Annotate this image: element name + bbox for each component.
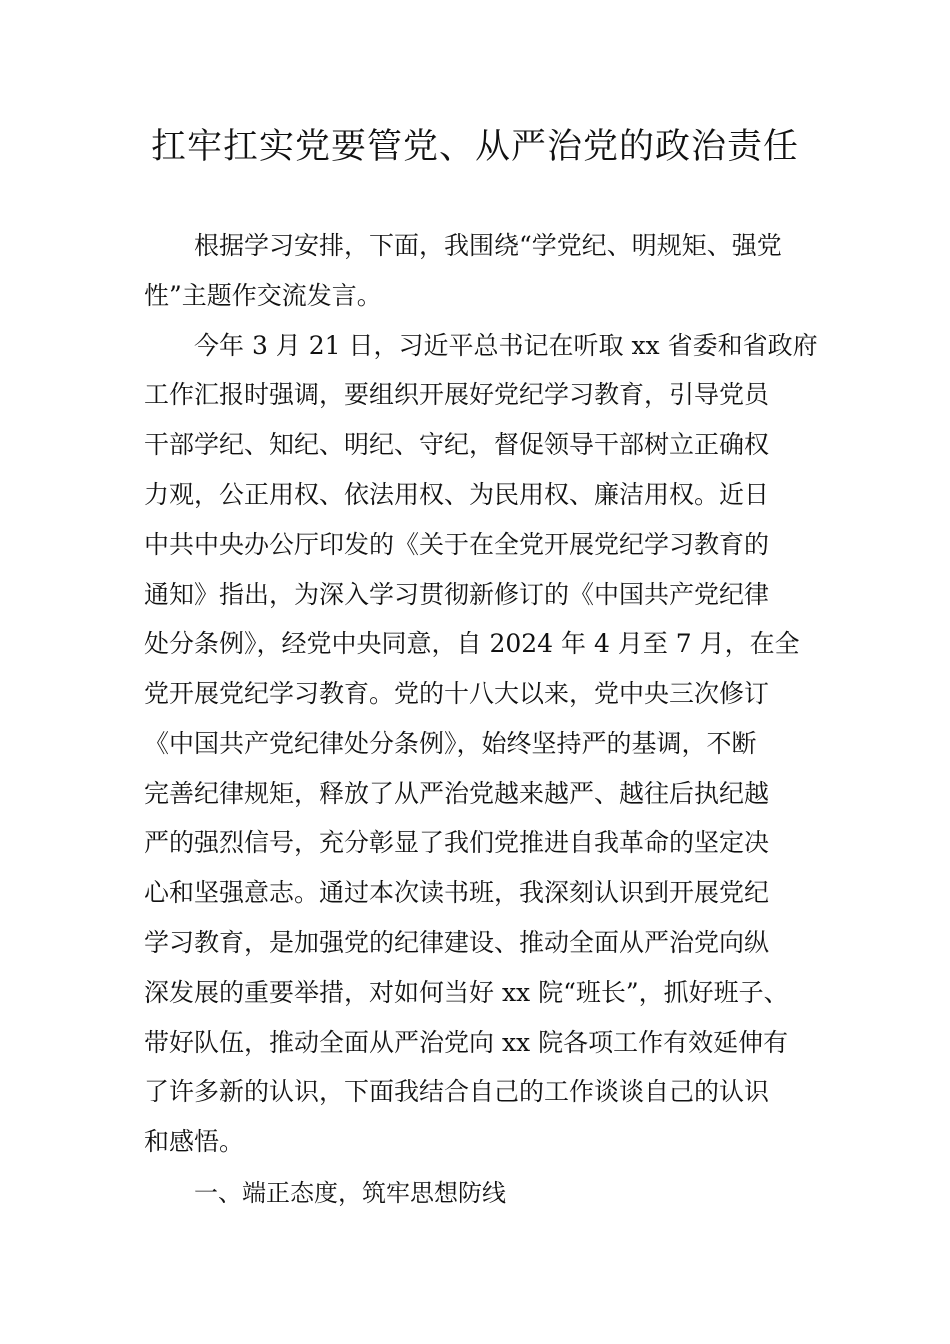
- paragraph-2-line-9: 《中国共产党纪律处分条例》，始终坚持严的基调，不断: [144, 729, 757, 758]
- paragraph-2-line-16: 了许多新的认识，下面我结合自己的工作谈谈自己的认识: [144, 1077, 770, 1106]
- section-heading: 一、端正态度，筑牢思想防线: [194, 1179, 506, 1207]
- paragraph-2-line-7: 处分条例》，经党中央同意，自 2024 年 4 月至 7 月，在全: [144, 629, 800, 658]
- paragraph-1-line-2: 性”主题作交流发言。: [144, 281, 382, 310]
- paragraph-2-line-15: 带好队伍，推动全面从严治党向 xx 院各项工作有效延伸有: [144, 1028, 789, 1057]
- paragraph-2-line-13: 学习教育，是加强党的纪律建设、推动全面从严治党向纵: [144, 928, 770, 957]
- paragraph-2-line-2: 工作汇报时强调，要组织开展好党纪学习教育，引导党员: [144, 380, 770, 409]
- paragraph-2-line-17: 和感悟。: [144, 1127, 245, 1156]
- paragraph-2-line-8: 党开展党纪学习教育。党的十八大以来，党中央三次修订: [144, 679, 770, 708]
- paragraph-2-line-6: 通知》指出，为深入学习贯彻新修订的《中国共产党纪律: [144, 580, 770, 609]
- paragraph-2-line-3: 干部学纪、知纪、明纪、守纪，督促领导干部树立正确权: [144, 430, 770, 459]
- paragraph-2-line-5: 中共中央办公厅印发的《关于在全党开展党纪学习教育的: [144, 530, 770, 559]
- paragraph-2-line-14: 深发展的重要举措，对如何当好 xx 院“班长”，抓好班子、: [144, 978, 789, 1007]
- paragraph-2-line-1: 今年 3 月 21 日，习近平总书记在听取 xx 省委和省政府: [194, 331, 818, 360]
- paragraph-1-line-1: 根据学习安排，下面，我围绕“学党纪、明规矩、强党: [194, 231, 782, 260]
- document-title: 扛牢扛实党要管党、从严治党的政治责任: [150, 127, 799, 167]
- paragraph-2-line-11: 严的强烈信号，充分彰显了我们党推进自我革命的坚定决: [144, 828, 770, 857]
- paragraph-2-line-12: 心和坚强意志。通过本次读书班，我深刻认识到开展党纪: [144, 878, 770, 907]
- paragraph-2-line-4: 力观，公正用权、依法用权、为民用权、廉洁用权。近日: [144, 480, 770, 509]
- paragraph-2-line-10: 完善纪律规矩，释放了从严治党越来越严、越往后执纪越: [144, 779, 770, 808]
